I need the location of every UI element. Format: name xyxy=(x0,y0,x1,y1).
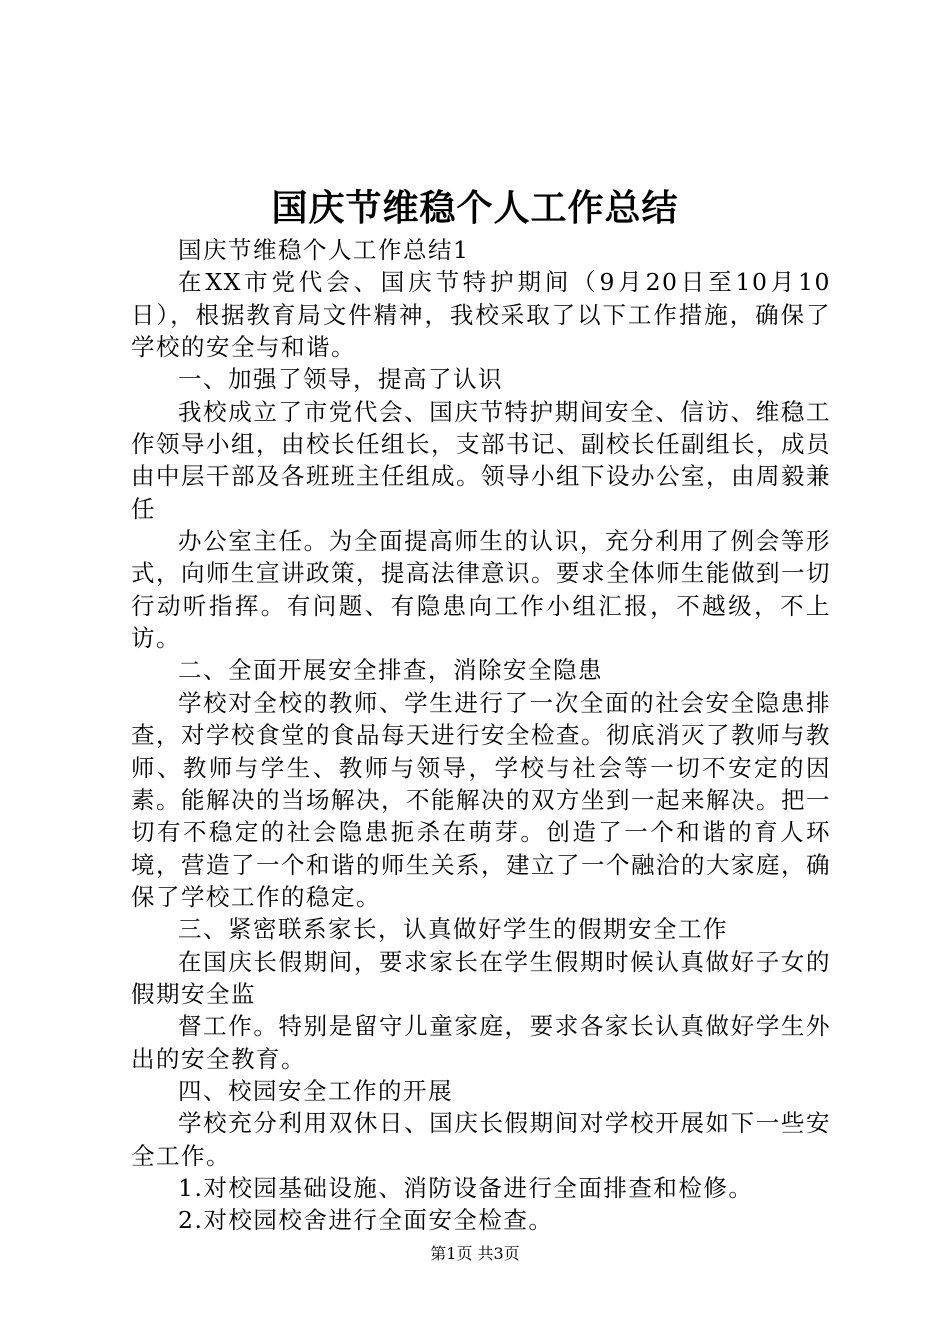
intro-paragraph: 在XX市党代会、国庆节特护期间（9月20日至10月10日），根据教育局文件精神，我校采取了以下工作措施，确保了学校的安全与和谐。 xyxy=(131,268,831,362)
document-body xyxy=(131,234,831,1237)
section-heading-4: 四、校园安全工作的开展 xyxy=(178,1076,453,1105)
body-paragraph: 办公室主任。为全面提高师生的认识，充分利用了例会等形式，向师生宣讲政策，提高法律意识。要求全体师生能做到一切行动听指挥。有问题、有隐患向工作小组汇报，不越级，不上访。 xyxy=(131,527,831,653)
section-heading-3: 三、紧密联系家长，认真做好学生的假期安全工作 xyxy=(178,915,728,944)
list-item: 1.对校园基础设施、消防设备进行全面排查和检修。 xyxy=(178,1173,754,1202)
body-paragraph: 在国庆长假期间，要求家长在学生假期时候认真做好子女的假期安全监 xyxy=(131,947,831,1008)
subtitle-paragraph: 国庆节维稳个人工作总结1 xyxy=(178,236,470,264)
body-paragraph: 我校成立了市党代会、国庆节特护期间安全、信访、维稳工作领导小组，由校长任组长，支部书记、副校长任副组长，成员由中层干部及各班班主任组成。领导小组下设办公室，由周毅兼任 xyxy=(131,397,831,523)
page-footer: 第1页 共3页 xyxy=(430,1244,520,1263)
section-heading-1: 一、加强了领导，提高了认识 xyxy=(178,365,503,394)
document-title: 国庆节维稳个人工作总结 xyxy=(271,187,679,229)
body-paragraph: 学校对全校的教师、学生进行了一次全面的社会安全隐患排查，对学校食堂的食品每天进行安全检查。彻底消灭了教师与教师、教师与学生、教师与领导，学校与社会等一切不安定的因素。能解决的当场解决，不能解决的双方坐到一起来解决。把一切有不稳定的社会隐患扼杀在萌芽。创造了一个和谐的育人环境，营造了一个和谐的师生关系，建立了一个融洽的大家庭，确保了学校工作的稳定。 xyxy=(131,688,831,911)
section-heading-2: 二、全面开展安全排查，消除安全隐患 xyxy=(178,656,603,685)
body-paragraph: 学校充分利用双休日、国庆长假期间对学校开展如下一些安全工作。 xyxy=(131,1109,831,1170)
body-paragraph: 督工作。特别是留守儿童家庭，要求各家长认真做好学生外出的安全教育。 xyxy=(131,1012,831,1073)
list-item: 2.对校园校舍进行全面安全检查。 xyxy=(178,1206,554,1235)
